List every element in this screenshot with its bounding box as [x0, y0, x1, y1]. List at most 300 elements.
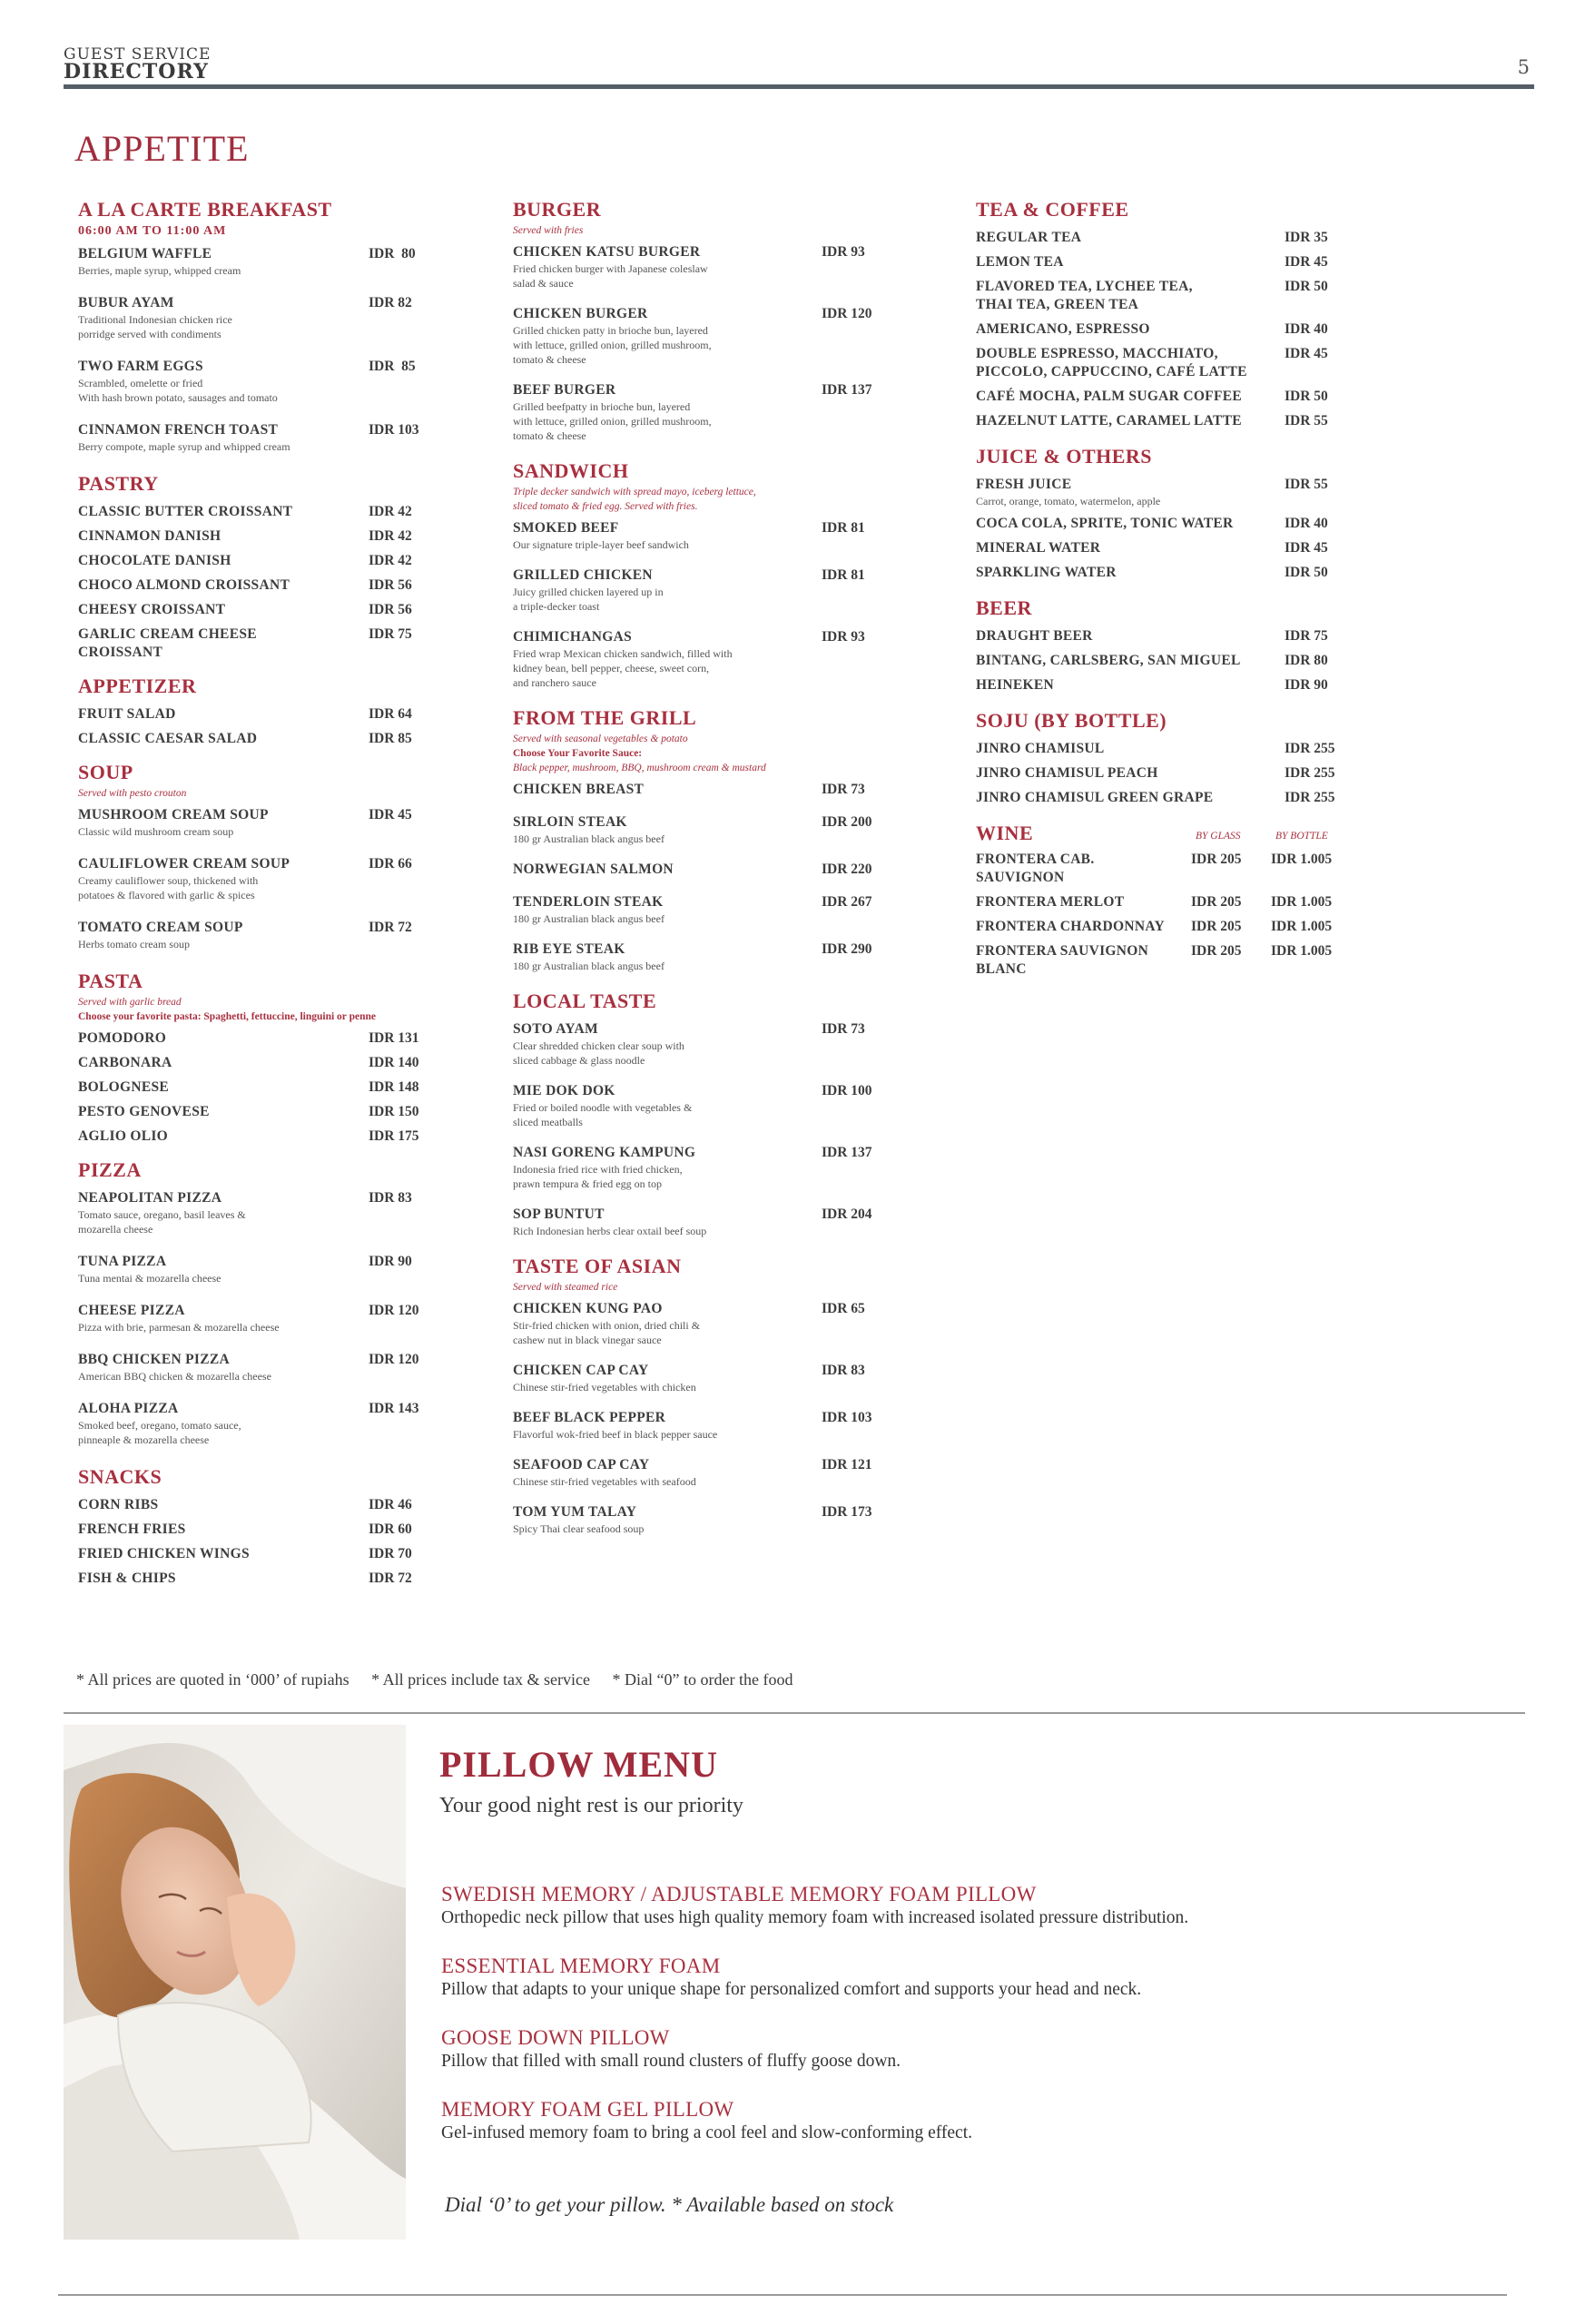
item-name: PESTO GENOVESE [78, 1104, 210, 1119]
menu-section [976, 595, 1357, 694]
item-name: SMOKED BEEF [513, 520, 619, 536]
item-price: IDR 93 [822, 629, 865, 645]
item-name: FLAVORED TEA, LYCHEE TEA, THAI TEA, GREEN TEA [976, 279, 1193, 312]
section-note: Served with garlic bread [78, 997, 182, 1008]
menu-item [513, 1409, 930, 1442]
item-name: GRILLED CHICKEN [513, 567, 653, 583]
item-name: MUSHROOM CREAM SOUP [78, 807, 269, 822]
section-title: A LA CARTE BREAKFAST [78, 198, 332, 221]
item-price: IDR 56 [369, 602, 412, 617]
item-name: DOUBLE ESPRESSO, MACCHIATO, PICCOLO, CAPPUCCINO, CAFÉ LATTE [976, 346, 1247, 379]
header-divider [64, 84, 1534, 89]
item-price: IDR 143 [369, 1401, 419, 1416]
item-name: CLASSIC CAESAR SALAD [78, 731, 258, 746]
item-name: AMERICANO, ESPRESSO [976, 321, 1150, 337]
menu-item [78, 1078, 459, 1097]
item-name: BEEF BLACK PEPPER [513, 1410, 666, 1425]
item-name: CAFÉ MOCHA, PALM SUGAR COFFEE [976, 389, 1242, 404]
item-price: IDR 137 [822, 382, 872, 398]
menu-section [513, 988, 930, 1238]
section-title: PASTA [78, 970, 143, 992]
menu-item [78, 705, 459, 724]
item-price: IDR 175 [369, 1128, 419, 1144]
item-name: TWO FARM EGGS [78, 359, 203, 374]
item-price: IDR 73 [822, 1021, 865, 1037]
item-price: IDR 72 [369, 1571, 412, 1586]
menu-item [513, 1503, 930, 1536]
menu-item [78, 806, 459, 839]
section-note: Triple decker sandwich with spread mayo, iceberg lettuce, sliced tomato & fried egg. Served with fries. [513, 487, 756, 512]
menu-item [976, 564, 1357, 582]
item-description: Herbs tomato cream soup [78, 938, 190, 950]
pillow-item [441, 1882, 1188, 1929]
item-description: Creamy cauliflower soup, thickened with potatoes & flavored with garlic & spices [78, 874, 259, 901]
item-price: IDR 85 [369, 359, 416, 374]
menu-item [513, 1144, 930, 1191]
item-name: MINERAL WATER [976, 540, 1101, 556]
section-title: FROM THE GRILL [513, 706, 697, 729]
section-note: Served with seasonal vegetables & potato [513, 734, 688, 744]
item-description: 180 gr Australian black angus beef [513, 912, 665, 925]
item-name: RIB EYE STEAK [513, 941, 625, 957]
menu-item [976, 740, 1357, 758]
item-price: IDR 255 [1285, 741, 1335, 756]
menu-item [78, 1253, 459, 1285]
pillow-menu-subtitle: Your good night rest is our priority [439, 1794, 743, 1817]
item-name: AGLIO OLIO [78, 1128, 169, 1144]
section-title: SOUP [78, 761, 133, 783]
section-title: TEA & COFFEE [976, 198, 1129, 221]
menu-item [513, 519, 930, 552]
item-name: FISH & CHIPS [78, 1571, 176, 1586]
wine-glass-price: IDR 205 [1191, 919, 1242, 934]
item-name: CINNAMON FRENCH TOAST [78, 422, 279, 438]
menu-column-3 [976, 196, 1357, 985]
item-price: IDR 42 [369, 504, 412, 519]
menu-item [78, 1545, 459, 1563]
footer-divider [58, 2294, 1507, 2296]
item-price: IDR 80 [369, 246, 416, 261]
menu-item [976, 412, 1357, 430]
item-price: IDR 173 [822, 1504, 872, 1520]
pillow-item-name: GOOSE DOWN PILLOW [441, 2026, 670, 2049]
item-name: JINRO CHAMISUL GREEN GRAPE [976, 790, 1214, 805]
menu-item [78, 1029, 459, 1048]
section-note: Choose your favorite pasta: Spaghetti, fettuccine, linguini or penne [78, 1011, 376, 1022]
item-name: NEAPOLITAN PIZZA [78, 1190, 222, 1206]
item-description: 180 gr Australian black angus beef [513, 960, 665, 972]
item-price: IDR 55 [1285, 477, 1328, 492]
item-description: Fried wrap Mexican chicken sandwich, filled with kidney bean, bell pepper, cheese, sweet corn, and ranchero sauce [513, 647, 733, 689]
item-price: IDR 40 [1285, 321, 1328, 337]
item-name: TOM YUM TALAY [513, 1504, 637, 1520]
item-price: IDR 131 [369, 1030, 419, 1046]
menu-item [78, 625, 459, 662]
menu-section [78, 1157, 459, 1447]
item-price: IDR 81 [822, 520, 865, 536]
item-price: IDR 65 [822, 1301, 865, 1316]
item-description: American BBQ chicken & mozarella cheese [78, 1370, 271, 1383]
section-note: Served with fries [513, 225, 584, 236]
item-description: Flavorful wok-fried beef in black pepper sauce [513, 1428, 718, 1441]
item-name: JINRO CHAMISUL PEACH [976, 765, 1158, 781]
item-price: IDR 120 [369, 1352, 419, 1367]
menu-section [78, 470, 459, 662]
item-name: CHIMICHANGAS [513, 629, 633, 645]
item-name: FRIED CHICKEN WINGS [78, 1546, 250, 1561]
menu-item [976, 476, 1357, 508]
menu-item [976, 652, 1357, 670]
item-price: IDR 220 [822, 862, 872, 877]
menu-item [513, 243, 930, 290]
item-name: CHICKEN CAP CAY [513, 1363, 649, 1378]
section-title: LOCAL TASTE [513, 990, 657, 1012]
item-name: LEMON TEA [976, 254, 1064, 270]
pillow-menu-footer: Dial ‘0’ to get your pillow. * Available based on stock [445, 2193, 894, 2216]
item-price: IDR 255 [1285, 790, 1335, 805]
item-price: IDR 55 [1285, 413, 1328, 428]
menu-item [976, 345, 1357, 381]
item-name: SIRLOIN STEAK [513, 814, 627, 830]
item-name: SOTO AYAM [513, 1021, 598, 1037]
item-price: IDR 267 [822, 894, 872, 910]
item-price: IDR 42 [369, 528, 412, 544]
item-price: IDR 50 [1285, 389, 1328, 404]
item-price: IDR 45 [1285, 540, 1328, 556]
item-name: HAZELNUT LATTE, CARAMEL LATTE [976, 413, 1242, 428]
item-price: IDR 66 [369, 856, 412, 872]
menu-item [513, 1206, 930, 1238]
wine-bottle-price: IDR 1.005 [1271, 852, 1333, 867]
menu-item [513, 893, 930, 926]
menu-item [78, 1570, 459, 1588]
menu-section [78, 196, 459, 454]
footnote-tax: * All prices include tax & service [371, 1670, 591, 1689]
menu-item [976, 764, 1357, 783]
item-name: CHICKEN KATSU BURGER [513, 244, 701, 260]
menu-item [78, 1189, 459, 1236]
item-name: CHOCO ALMOND CROISSANT [78, 577, 290, 593]
menu-item [513, 1456, 930, 1489]
item-name: JINRO CHAMISUL [976, 741, 1105, 756]
item-description: Chinese stir-fried vegetables with chicken [513, 1381, 696, 1393]
menu-section [78, 759, 459, 951]
section-note: Served with pesto crouton [78, 788, 187, 799]
menu-item [78, 421, 459, 454]
pillow-item-name: SWEDISH MEMORY / ADJUSTABLE MEMORY FOAM PILLOW [441, 1883, 1037, 1905]
item-name: COCA COLA, SPRITE, TONIC WATER [976, 516, 1234, 531]
item-price: IDR 200 [822, 814, 872, 830]
price-footnotes [76, 1670, 811, 1689]
item-name: SEAFOOD CAP CAY [513, 1457, 650, 1472]
menu-item [976, 229, 1357, 247]
page-title: APPETITE [74, 128, 250, 169]
item-price: IDR 50 [1285, 279, 1328, 294]
menu-item [513, 1300, 930, 1347]
item-name: BELGIUM WAFFLE [78, 246, 212, 261]
menu-item [513, 305, 930, 367]
menu-section [976, 707, 1357, 807]
section-title: PIZZA [78, 1158, 142, 1181]
item-price: IDR 64 [369, 706, 412, 722]
item-description: Berry compote, maple syrup and whipped cream [78, 440, 290, 453]
pillow-item [441, 1954, 1141, 2001]
section-title: BEER [976, 596, 1032, 619]
pillow-item-desc: Pillow that adapts to your unique shape for personalized comfort and supports your head and neck. [441, 1980, 1142, 1999]
menu-item [513, 381, 930, 443]
menu-section [513, 1253, 930, 1536]
wine-bottle-price: IDR 1.005 [1271, 919, 1333, 934]
item-description: Fried chicken burger with Japanese coleslaw salad & sauce [513, 262, 708, 290]
menu-item [78, 1128, 459, 1146]
menu-item [513, 1082, 930, 1129]
item-name: TUNA PIZZA [78, 1254, 167, 1269]
pillow-item-desc: Pillow that filled with small round clusters of fluffy goose down. [441, 2052, 901, 2071]
item-name: CHICKEN KUNG PAO [513, 1301, 663, 1316]
item-name: FRESH JUICE [976, 477, 1072, 492]
item-price: IDR 70 [369, 1546, 412, 1561]
item-description: Fried or boiled noodle with vegetables & sliced meatballs [513, 1101, 693, 1128]
wine-item [976, 918, 1357, 936]
item-name: SPARKLING WATER [976, 565, 1117, 580]
item-price: IDR 148 [369, 1079, 419, 1095]
item-price: IDR 83 [369, 1190, 412, 1206]
section-title: SANDWICH [513, 459, 629, 482]
menu-item [78, 1103, 459, 1121]
item-name: CINNAMON DANISH [78, 528, 222, 544]
item-price: IDR 103 [369, 422, 419, 438]
item-name: BOLOGNESE [78, 1079, 170, 1095]
wine-item [976, 893, 1357, 911]
menu-item [78, 576, 459, 595]
item-name: BUBUR AYAM [78, 295, 174, 310]
menu-item [78, 552, 459, 570]
item-description: Rich Indonesian herbs clear oxtail beef soup [513, 1225, 707, 1237]
item-price: IDR 83 [822, 1363, 865, 1378]
item-price: IDR 103 [822, 1410, 872, 1425]
item-description: Tomato sauce, oregano, basil leaves & mozarella cheese [78, 1208, 246, 1236]
item-name: GARLIC CREAM CHEESE CROISSANT [78, 626, 257, 660]
menu-item [513, 781, 930, 799]
menu-section [78, 968, 459, 1146]
item-description: Clear shredded chicken clear soup with sliced cabbage & glass noodle [513, 1039, 684, 1067]
item-price: IDR 80 [1285, 653, 1328, 668]
item-price: IDR 140 [369, 1055, 419, 1070]
item-price: IDR 72 [369, 920, 412, 935]
item-name: FRENCH FRIES [78, 1521, 186, 1537]
item-price: IDR 50 [1285, 565, 1328, 580]
section-title: SOJU (BY BOTTLE) [976, 709, 1167, 732]
item-price: IDR 120 [822, 306, 872, 321]
item-name: FRONTERA CAB. SAUVIGNON [976, 852, 1095, 885]
header-title: DIRECTORY [64, 60, 209, 84]
item-name: FRONTERA MERLOT [976, 894, 1125, 910]
menu-column-2 [513, 196, 930, 1551]
menu-item [976, 278, 1357, 314]
menu-item [78, 1496, 459, 1514]
item-price: IDR 40 [1285, 516, 1328, 531]
item-name: SOP BUNTUT [513, 1206, 605, 1222]
menu-section [513, 704, 930, 973]
pillow-item-desc: Gel-infused memory foam to bring a cool feel and slow-conforming effect. [441, 2123, 972, 2142]
item-description: Carrot, orange, tomato, watermelon, apple [976, 495, 1161, 507]
item-price: IDR 120 [369, 1303, 419, 1318]
menu-item [78, 245, 459, 278]
item-description: Grilled beefpatty in brioche bun, layered with lettuce, grilled onion, grilled mushroom, tomato & cheese [513, 400, 712, 442]
pillow-item-name: ESSENTIAL MEMORY FOAM [441, 1955, 721, 1977]
section-title: WINE [976, 822, 1034, 844]
item-price: IDR 90 [1285, 677, 1328, 693]
item-description: Smoked beef, oregano, tomato sauce, pinneaple & mozarella cheese [78, 1419, 241, 1446]
menu-item [78, 358, 459, 405]
section-note: Served with steamed rice [513, 1282, 618, 1293]
menu-item [513, 861, 930, 879]
item-name: HEINEKEN [976, 677, 1054, 693]
section-divider [64, 1712, 1525, 1714]
menu-section [976, 196, 1357, 430]
item-name: BEEF BURGER [513, 382, 616, 398]
item-description: Scrambled, omelette or fried With hash brown potato, sausages and tomato [78, 377, 278, 404]
item-price: IDR 73 [822, 782, 865, 797]
item-price: IDR 46 [369, 1497, 412, 1512]
item-name: CHICKEN BREAST [513, 782, 645, 797]
wine-glass-price: IDR 205 [1191, 852, 1242, 867]
menu-item [976, 676, 1357, 694]
item-price: IDR 75 [1285, 628, 1328, 644]
pillow-item-name: MEMORY FOAM GEL PILLOW [441, 2098, 734, 2121]
item-name: TOMATO CREAM SOUP [78, 920, 243, 935]
menu-item [976, 627, 1357, 645]
item-price: IDR 90 [369, 1254, 412, 1269]
menu-item [78, 1054, 459, 1072]
item-price: IDR 93 [822, 244, 865, 260]
item-name: NORWEGIAN SALMON [513, 862, 674, 877]
menu-section [78, 1463, 459, 1588]
item-price: IDR 56 [369, 577, 412, 593]
item-price: IDR 204 [822, 1206, 872, 1222]
item-price: IDR 45 [1285, 254, 1328, 270]
menu-item [78, 1351, 459, 1384]
menu-item [78, 527, 459, 546]
menu-item [513, 813, 930, 846]
item-price: IDR 85 [369, 731, 412, 746]
wine-glass-header: BY GLASS [1196, 831, 1241, 842]
menu-section [976, 443, 1357, 582]
menu-item [976, 789, 1357, 807]
footnote-dial: * Dial “0” to order the food [612, 1670, 793, 1689]
pillow-item [441, 2097, 972, 2144]
item-price: IDR 150 [369, 1104, 419, 1119]
wine-item [976, 942, 1357, 979]
menu-item [78, 919, 459, 951]
item-name: MIE DOK DOK [513, 1083, 615, 1098]
item-price: IDR 45 [1285, 346, 1328, 361]
section-note: Black pepper, mushroom, BBQ, mushroom cream & mustard [513, 763, 766, 773]
item-description: Classic wild mushroom cream soup [78, 825, 234, 838]
item-name: CHEESY CROISSANT [78, 602, 226, 617]
menu-item [78, 1521, 459, 1539]
item-description: Pizza with brie, parmesan & mozarella cheese [78, 1321, 280, 1334]
menu-item [78, 730, 459, 748]
item-price: IDR 81 [822, 567, 865, 583]
item-price: IDR 60 [369, 1521, 412, 1537]
menu-section [513, 196, 930, 443]
menu-column-1 [78, 196, 459, 1599]
item-description: Chinese stir-fried vegetables with seafood [513, 1475, 696, 1488]
menu-item [976, 539, 1357, 557]
wine-glass-price: IDR 205 [1191, 943, 1242, 959]
item-description: Our signature triple-layer beef sandwich [513, 538, 689, 551]
item-name: FRONTERA SAUVIGNON BLANC [976, 943, 1149, 977]
item-price: IDR 100 [822, 1083, 872, 1098]
item-price: IDR 82 [369, 295, 412, 310]
pillow-item-desc: Orthopedic neck pillow that uses high quality memory foam with increased isolated pressure distribution. [441, 1908, 1189, 1927]
menu-item [513, 566, 930, 614]
item-description: Spicy Thai clear seafood soup [513, 1522, 645, 1535]
item-name: CARBONARA [78, 1055, 172, 1070]
item-price: IDR 121 [822, 1457, 872, 1472]
item-description: Traditional Indonesian chicken rice porridge served with condiments [78, 313, 232, 340]
item-price: IDR 255 [1285, 765, 1335, 781]
menu-section [78, 673, 459, 748]
item-name: CHOCOLATE DANISH [78, 553, 231, 568]
menu-item [976, 320, 1357, 339]
item-name: TENDERLOIN STEAK [513, 894, 664, 910]
section-hours: 06:00 AM TO 11:00 AM [78, 224, 227, 238]
item-name: BINTANG, CARLSBERG, SAN MIGUEL [976, 653, 1241, 668]
menu-item [78, 601, 459, 619]
menu-item [78, 294, 459, 341]
menu-section [513, 458, 930, 690]
item-price: IDR 42 [369, 553, 412, 568]
wine-bottle-price: IDR 1.005 [1271, 894, 1333, 910]
item-name: DRAUGHT BEER [976, 628, 1093, 644]
pillow-menu-title: PILLOW MENU [439, 1744, 718, 1785]
item-description: Grilled chicken patty in brioche bun, layered with lettuce, grilled onion, grilled mushroom, tomato & cheese [513, 324, 712, 366]
item-name: BBQ CHICKEN PIZZA [78, 1352, 231, 1367]
menu-item [78, 1302, 459, 1334]
item-price: IDR 137 [822, 1145, 872, 1160]
section-title: BURGER [513, 198, 602, 221]
section-title: JUICE & OTHERS [976, 445, 1153, 468]
item-price: IDR 45 [369, 807, 412, 822]
item-name: CORN RIBS [78, 1497, 159, 1512]
item-name: FRUIT SALAD [78, 706, 176, 722]
item-name: FRONTERA CHARDONNAY [976, 919, 1165, 934]
item-description: Juicy grilled chicken layered up in a triple-decker toast [513, 586, 664, 613]
section-title: TASTE OF ASIAN [513, 1255, 682, 1277]
item-name: CLASSIC BUTTER CROISSANT [78, 504, 293, 519]
item-description: Stir-fried chicken with onion, dried chili & cashew nut in black vinegar sauce [513, 1319, 701, 1346]
item-name: CHEESE PIZZA [78, 1303, 185, 1318]
item-price: IDR 290 [822, 941, 872, 957]
menu-item [976, 253, 1357, 271]
wine-glass-price: IDR 205 [1191, 894, 1242, 910]
menu-item [513, 1020, 930, 1068]
menu-item [513, 1362, 930, 1394]
pillow-item [441, 2025, 901, 2073]
header-label: GUEST SERVICE [64, 45, 212, 64]
menu-item [976, 388, 1357, 406]
item-name: CAULIFLOWER CREAM SOUP [78, 856, 290, 872]
menu-item [78, 1400, 459, 1447]
menu-item [976, 515, 1357, 533]
section-title: PASTRY [78, 472, 159, 495]
menu-item [513, 628, 930, 690]
item-name: REGULAR TEA [976, 230, 1082, 245]
menu-item [78, 503, 459, 521]
item-name: POMODORO [78, 1030, 167, 1046]
